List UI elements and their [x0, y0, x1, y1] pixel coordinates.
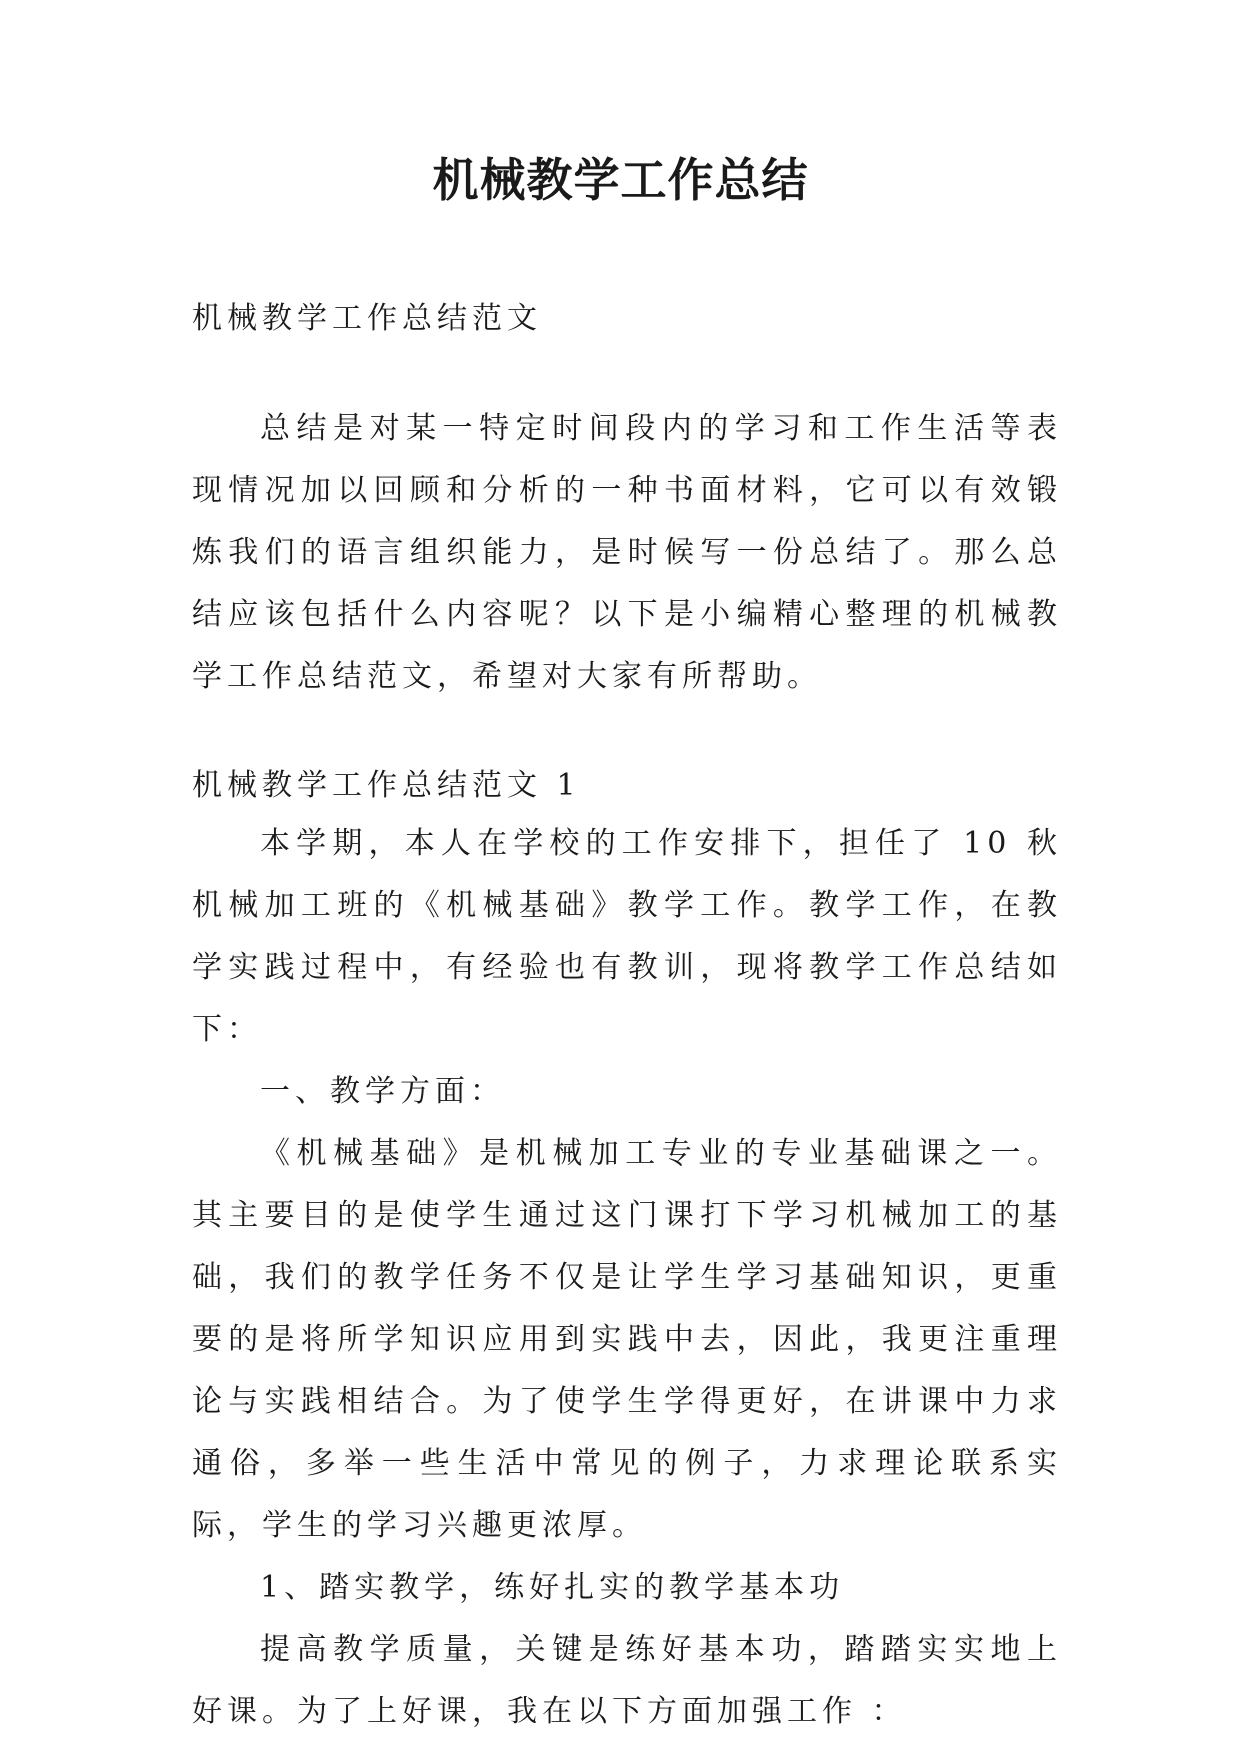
paragraph-course-description: 《机械基础》是机械加工专业的专业基础课之一。其主要目的是使学生通过这门课打下学习机械加工的基础，我们的教学任务不仅是让学生学习基础知识，更重要的是将所学知识应用到实践中去，因此，我更注重理论与实践相结合。为了使学生学得更好，在讲课中力求通俗，多举一些生活中常见的例子，力求理论联系实际，学生的学习兴趣更浓厚。: [192, 1136, 1062, 1543]
paragraph-heading-teaching: 一、教学方面：: [260, 1074, 505, 1109]
paragraph-assignment: 本学期，本人在学校的工作安排下，担任了 10 秋机械加工班的《机械基础》教学工作。教学工作，在教学实践过程中，有经验也有教训，现将教学工作总结如下：: [192, 826, 1062, 1047]
intro-paragraph: 总结是对某一特定时间段内的学习和工作生活等表现情况加以回顾和分析的一种书面材料，它可以有效锻炼我们的语言组织能力，是时候写一份总结了。那么总结应该包括什么内容呢？以下是小编精心整理的机械教学工作总结范文，希望对大家有所帮助。: [192, 411, 1062, 694]
section-body: [192, 813, 1062, 1743]
paragraph-heading-basics: 1、踏实教学，练好扎实的教学基本功: [260, 1570, 845, 1605]
document-title: 机械教学工作总结: [432, 153, 809, 207]
document-subtitle: 机械教学工作总结范文: [192, 301, 542, 336]
section-heading: 机械教学工作总结范文 1: [192, 768, 581, 803]
paragraph-quality: 提高教学质量，关键是练好基本功，踏踏实实地上好课。为了上好课，我在以下方面加强工作 ：: [192, 1632, 1062, 1729]
